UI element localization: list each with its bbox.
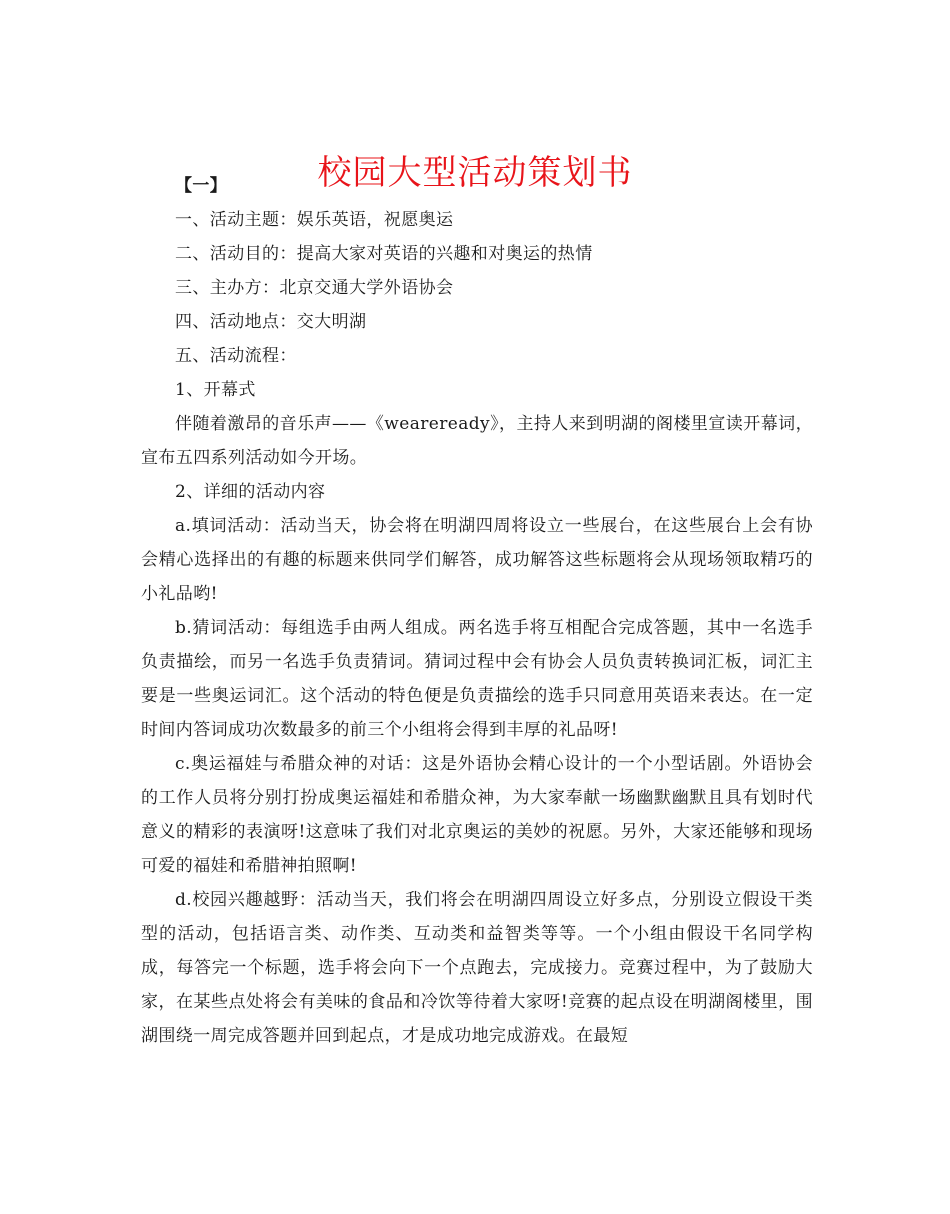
item-location: 四、活动地点：交大明湖 bbox=[175, 312, 367, 332]
document-title: 校园大型活动策划书 bbox=[317, 152, 633, 193]
item-opening: 1、开幕式 bbox=[175, 380, 256, 400]
heading-details: 2、详细的活动内容 bbox=[175, 482, 326, 502]
item-organizer: 三、主办方：北京交通大学外语协会 bbox=[175, 278, 454, 298]
item-purpose: 二、活动目的：提高大家对英语的兴趣和对奥运的热情 bbox=[175, 244, 593, 264]
paragraph-a: a.填词活动：活动当天，协会将在明湖四周将设立一些展台，在这些展台上会有协会精心选择出的有趣的标题来供同学们解答，成功解答这些标题将会从现场领取精巧的小礼品哟! bbox=[141, 516, 813, 604]
item-theme: 一、活动主题：娱乐英语，祝愿奥运 bbox=[175, 210, 454, 230]
item-process: 五、活动流程： bbox=[175, 346, 297, 366]
section-marker: 【一】 bbox=[175, 176, 228, 196]
paragraph-b: b.猜词活动：每组选手由两人组成。两名选手将互相配合完成答题，其中一名选手负责描绘，而另一名选手负责猜词。猜词过程中会有协会人员负责转换词汇板，词汇主要是一些奥运词汇。这个活动的特色便是负责描绘的选手只同意用英语来表达。在一定时间内答词成功次数最多的前三个小组将会得到丰厚的礼品呀! bbox=[141, 618, 813, 740]
paragraph-d: d.校园兴趣越野：活动当天，我们将会在明湖四周设立好多点，分别设立假设干类型的活动，包括语言类、动作类、互动类和益智类等等。一个小组由假设干名同学构成，每答完一个标题，选手将会向下一个点跑去，完成接力。竞赛过程中，为了鼓励大家，在某些点处将会有美味的食品和冷饮等待着大家呀!竞赛的起点设在明湖阁楼里，围湖围绕一周完成答题并回到起点，才是成功地完成游戏。在最短 bbox=[141, 890, 813, 1046]
paragraph-c: c.奥运福娃与希腊众神的对话：这是外语协会精心设计的一个小型话剧。外语协会的工作人员将分别打扮成奥运福娃和希腊众神，为大家奉献一场幽默幽默且具有划时代意义的精彩的表演呀!这意味了我们对北京奥运的美妙的祝愿。另外，大家还能够和现场可爱的福娃和希腊神拍照啊! bbox=[141, 754, 813, 876]
paragraph-opening: 伴随着激昂的音乐声——《weareready》，主持人来到明湖的阁楼里宣读开幕词，宣布五四系列活动如今开场。 bbox=[141, 414, 813, 468]
document-body bbox=[141, 169, 813, 1053]
